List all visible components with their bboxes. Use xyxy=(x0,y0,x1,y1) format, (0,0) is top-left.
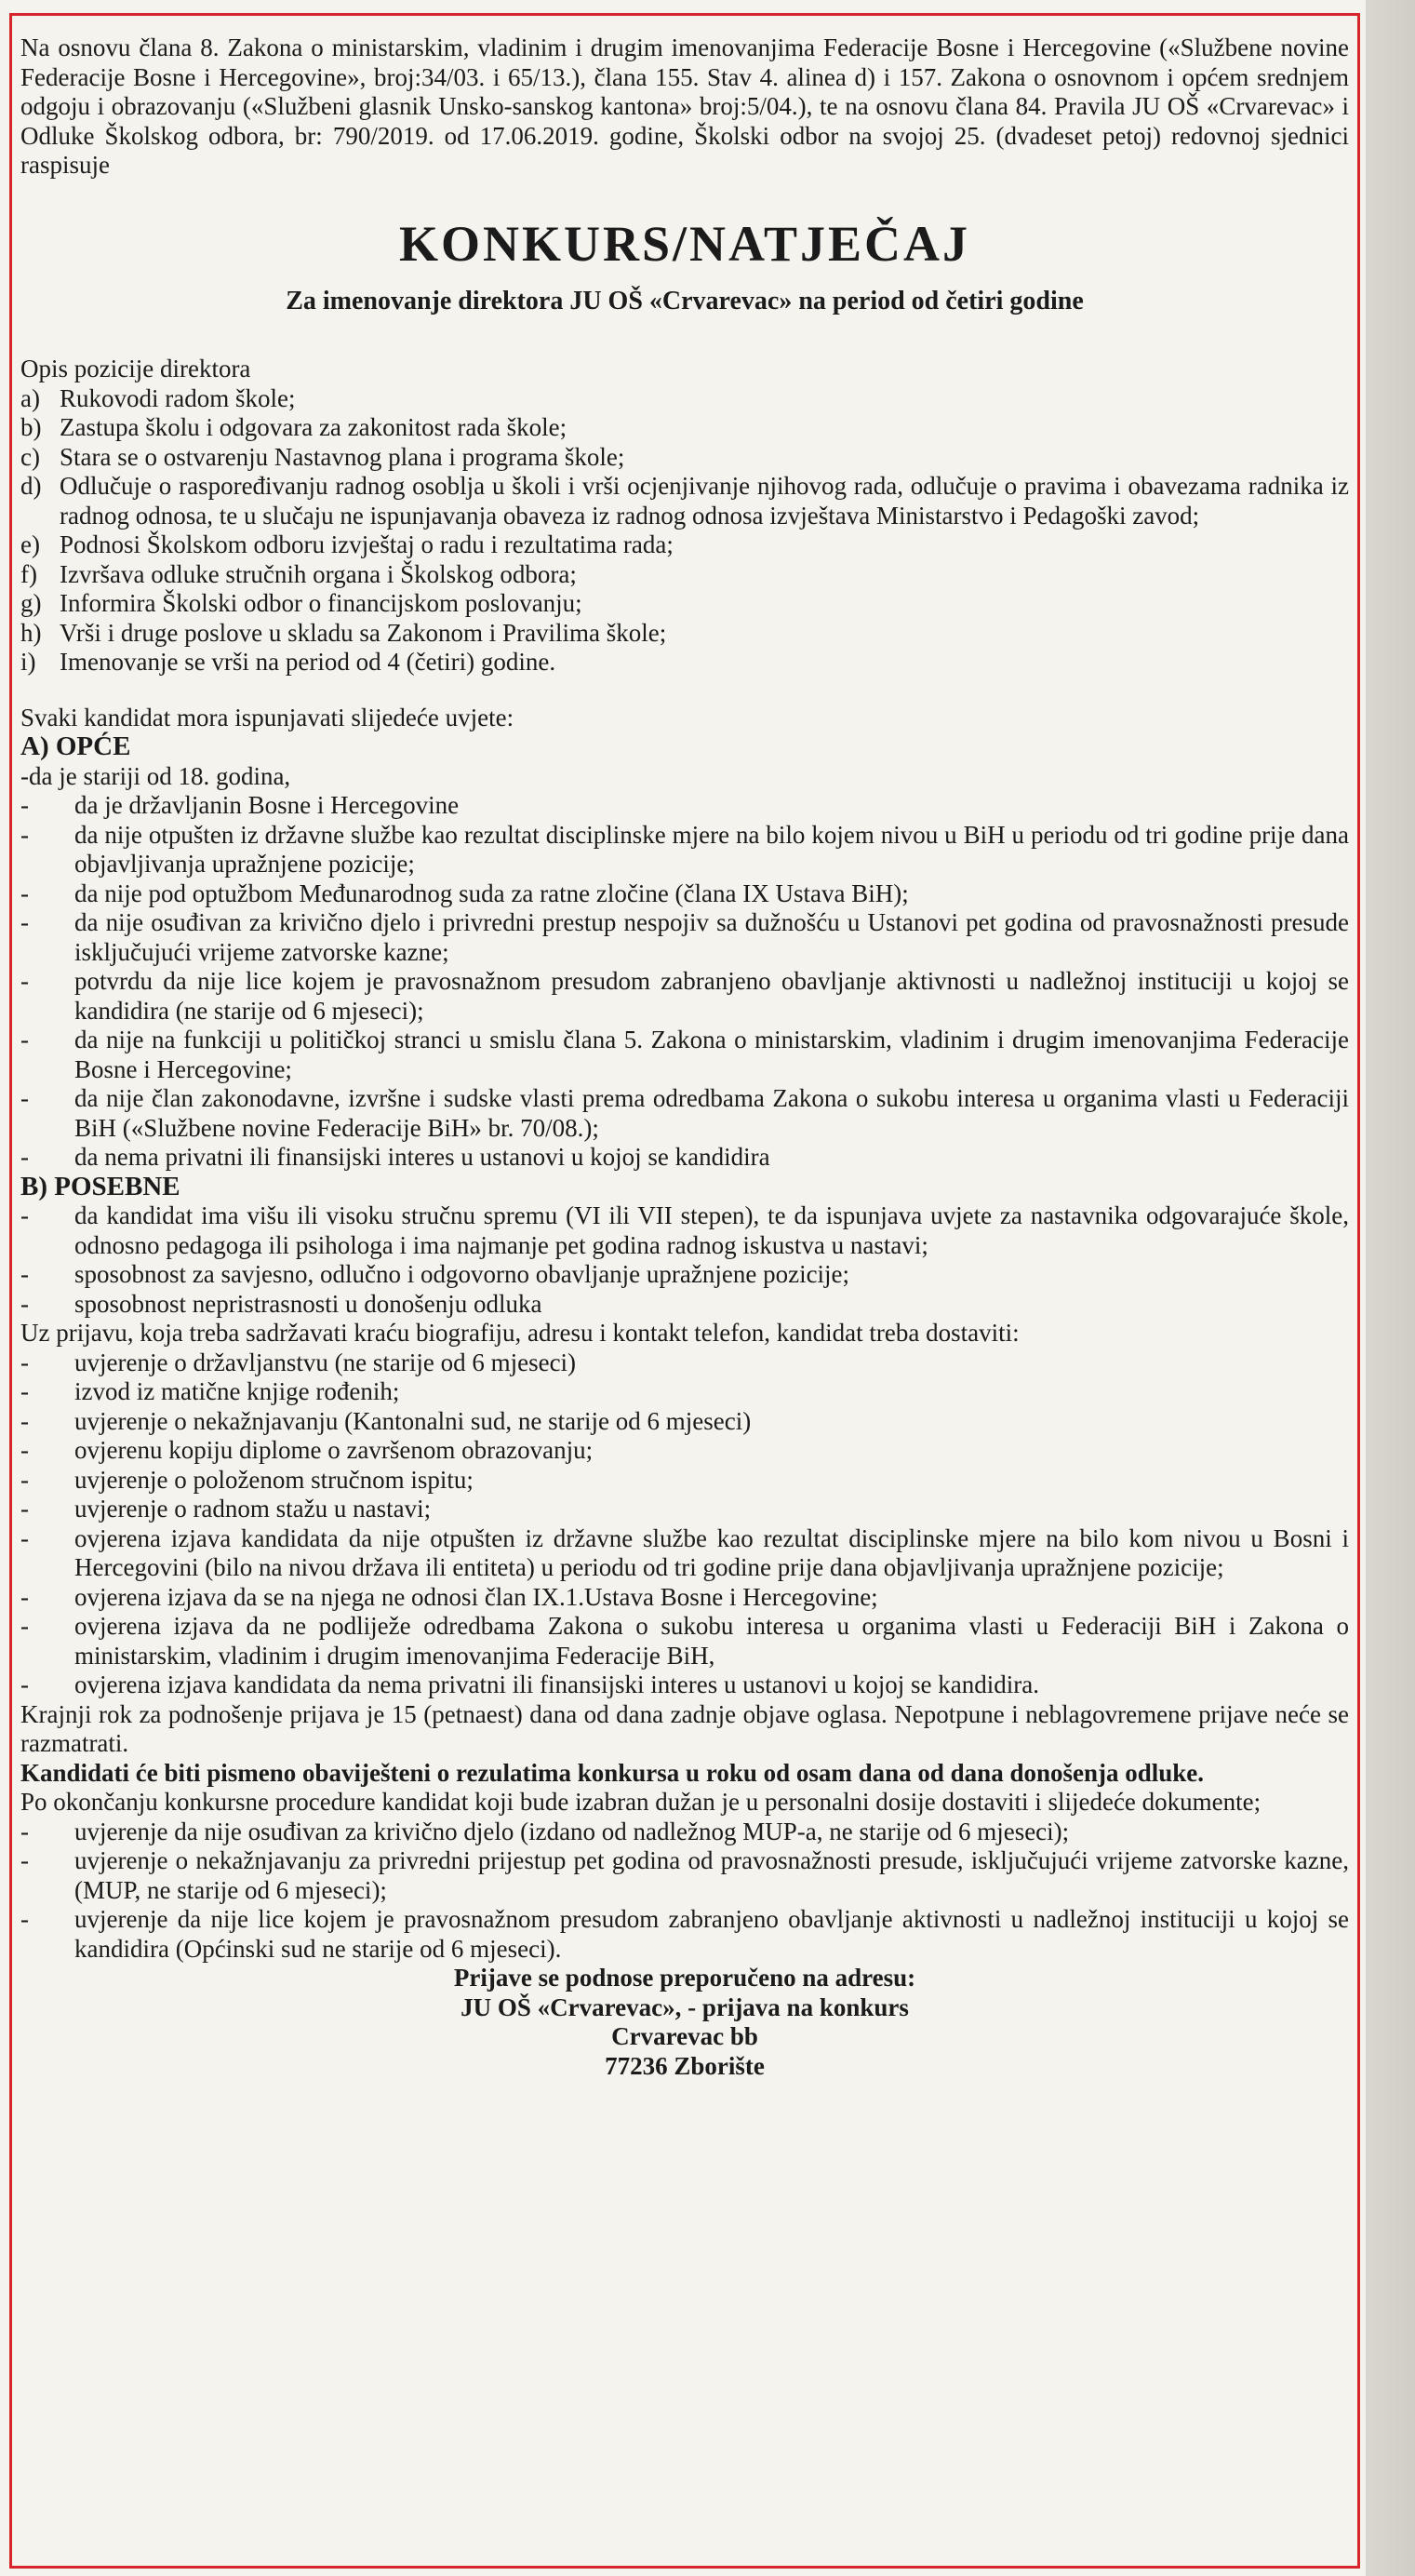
list-item-text: sposobnost nepristrasnosti u donošenju odluka xyxy=(74,1289,542,1318)
list-item-text: uvjerenje da nije lice kojem je pravosnažnom presudom zabranjeno obavljanje aktivnosti u nadležnoj instituciji u kojoj se kandidira (Općinski sud ne starije od 6 mjeseci). xyxy=(74,1905,1349,1963)
address-line-4: 77236 Zborište xyxy=(605,2051,765,2080)
after-document-item xyxy=(20,1818,1349,1847)
list-item-text: Rukovodi radom škole; xyxy=(60,383,296,412)
document-item xyxy=(20,1348,1349,1378)
list-marker: b) xyxy=(20,413,42,441)
list-item-text: potvrdu da nije lice kojem je pravosnažnom presudom zabranjeno obavljanje aktivnosti u nadležnoj instituciji u kojoj se kandidira (ne starije od 6 mjeseci); xyxy=(74,967,1349,1025)
general-condition-item xyxy=(20,908,1349,967)
document-item xyxy=(20,1377,1349,1407)
adjacent-page-edge xyxy=(1366,0,1415,2576)
list-item-text: ovjerena izjava da se na njega ne odnosi član IX.1.Ustava Bosne i Hercegovine; xyxy=(74,1582,878,1611)
special-condition-item xyxy=(20,1260,1349,1290)
duty-item xyxy=(20,589,1349,619)
document-item xyxy=(20,1583,1349,1613)
duties-label: Opis pozicije direktora xyxy=(20,355,251,382)
address-line-2: JU OŠ «Crvarevac», - prijava na konkurs xyxy=(461,1992,909,2021)
list-item-text: ovjerena izjava kandidata da nema privatni ili finansijski interes u ustanovi u kojoj se kandidira. xyxy=(74,1670,1039,1698)
list-item-text: da nije pod optužbom Međunarodnog suda za ratne zločine (člana IX Ustava BiH); xyxy=(74,879,909,907)
after-label: Po okončanju konkursne procedure kandidat koji bude izabran dužan je u personalni dosije dostaviti i slijedeće dokumente; xyxy=(20,1788,1261,1816)
list-item-text: Odlučuje o raspoređivanju radnog osoblja u školi i vrši ocjenjivanje njihovog rada, odlučuje o pravima i obavezama radnika iz radnog odnosa, te u slučaju ne ispunjavanja obaveza iz radnog odnosa izvještava Ministarstvo i Pedagoški zavod; xyxy=(60,472,1349,530)
list-marker: - xyxy=(20,967,29,995)
special-condition-item xyxy=(20,1201,1349,1260)
list-item-text: da kandidat ima višu ili visoku stručnu spremu (VI ili VII stepen), te da ispunjava uvjete za nastavnika odgovarajuće škole, odnosno pedagoga ili psihologa i ima najmanje pet godina radnog iskustva u nastavi; xyxy=(74,1201,1349,1259)
duty-item xyxy=(20,619,1349,649)
after-document-item xyxy=(20,1846,1349,1905)
list-marker: - xyxy=(20,791,29,819)
address-line-1: Prijave se podnose preporučeno na adresu: xyxy=(453,1964,916,1992)
list-marker: e) xyxy=(20,530,40,558)
list-item-text: da nije na funkciji u političkoj stranci u smislu člana 5. Zakona o ministarskim, vladinim i drugim imenovanjima Federacije Bosne i Hercegovine; xyxy=(74,1026,1349,1083)
general-condition-item xyxy=(20,879,1349,909)
list-marker: c) xyxy=(20,442,40,471)
general-first-item: -da je stariji od 18. godina, xyxy=(20,761,291,790)
general-condition-item xyxy=(20,821,1349,879)
list-item-text: uvjerenje o državljanstvu (ne starije od 6 mjeseci) xyxy=(74,1348,577,1376)
document-item xyxy=(20,1407,1349,1437)
documents-list xyxy=(20,1348,1349,1700)
list-item-text: uvjerenje o položenom stručnom ispitu; xyxy=(74,1465,474,1494)
notice-paragraph: Kandidati će biti pismeno obaviješteni o rezulatima konkursa u roku od osam dana od dana donošenja odluke. xyxy=(20,1758,1205,1787)
list-marker: - xyxy=(20,879,29,907)
list-marker: - xyxy=(20,1260,29,1288)
list-marker: - xyxy=(20,1026,29,1053)
list-marker: - xyxy=(20,1289,29,1318)
list-item-text: da nije član zakonodavne, izvršne i sudske vlasti prema odredbama Zakona o sukobu interesa u organima vlasti u Federaciji BiH («Službene novine Federacije BiH» br. 70/08.); xyxy=(74,1084,1349,1142)
general-condition-item xyxy=(20,791,1349,821)
list-item-text: da je državljanin Bosne i Hercegovine xyxy=(74,791,460,819)
list-item-text: ovjerenu kopiju diplome o završenom obrazovanju; xyxy=(74,1436,594,1464)
list-item-text: uvjerenje o nekažnjavanju (Kantonalni sud, ne starije od 6 mjeseci) xyxy=(74,1406,752,1435)
list-marker: - xyxy=(20,1143,29,1171)
list-marker: - xyxy=(20,908,29,936)
document-item xyxy=(20,1524,1349,1583)
after-documents-list xyxy=(20,1818,1349,1965)
document-item xyxy=(20,1612,1349,1670)
document-item xyxy=(20,1670,1349,1700)
list-item-text: sposobnost za savjesno, odlučno i odgovorno obavljanje upražnjene pozicije; xyxy=(74,1260,850,1288)
duty-item xyxy=(20,413,1349,443)
document-item xyxy=(20,1495,1349,1524)
list-marker: d) xyxy=(20,472,42,500)
list-item-text: da nije osuđivan za krivično djelo i privredni prestup nespojiv sa dužnošću u Ustanovi pet godina od pravosnažnosti presude isključujući vrijeme zatvorske kazne; xyxy=(74,908,1349,966)
conditions-label: Svaki kandidat mora ispunjavati slijedeće uvjete: xyxy=(20,703,514,731)
duty-item xyxy=(20,384,1349,414)
duties-list xyxy=(20,384,1349,678)
list-item-text: uvjerenje o nekažnjavanju za privredni prijestup pet godina od pravosnažnosti presude, isključujući vrijeme zatvorske kazne, (MUP, ne starije od 6 mjeseci); xyxy=(74,1846,1349,1904)
announcement-title: KONKURS/NATJEČAJ xyxy=(398,215,971,272)
list-marker: - xyxy=(20,1670,29,1698)
list-marker: a) xyxy=(20,383,40,412)
list-marker: - xyxy=(20,1084,29,1112)
intro-paragraph: Na osnovu člana 8. Zakona o ministarskim, vladinim i drugim imenovanjima Federacije Bosne i Hercegovine («Službene novine Federacije Bosne i Hercegovine», broj:34/03. i 65/13.), člana 155. Stav 4. alinea d) i 157. Zakona o osnovnom i općem srednjem odgoju i obrazovanju («Službeni glasnik Unsko-sanskog kantona» broj:5/04.), te na osnovu člana 84. Pravila JU OŠ «Crvarevac» i Odluke Školskog odbora, br: 790/2019. od 17.06.2019. godine, Školski odbor na svojoj 25. (dvadeset petoj) redovnoj sjednici raspisuje xyxy=(20,34,1349,179)
duty-item xyxy=(20,530,1349,560)
list-item-text: Informira Školski odbor o financijskom poslovanju; xyxy=(60,589,582,617)
deadline-paragraph: Krajnji rok za podnošenje prijava je 15 (petnaest) dana od dana zadnje objave oglasa. Nepotpune i neblagovremene prijave neće se razmatrati. xyxy=(20,1699,1349,1757)
duty-item xyxy=(20,560,1349,590)
special-heading: B) POSEBNE xyxy=(20,1171,180,1201)
general-condition-item xyxy=(20,967,1349,1026)
general-conditions-list xyxy=(20,791,1349,1173)
list-marker: - xyxy=(20,1201,29,1229)
list-item-text: Imenovanje se vrši na period od 4 (četiri) godine. xyxy=(60,648,556,676)
general-condition-item xyxy=(20,1084,1349,1143)
list-item-text: Stara se o ostvarenju Nastavnog plana i programa škole; xyxy=(60,442,625,471)
list-item-text: ovjerena izjava da ne podliježe odredbama Zakona o sukobu interesa u organima vlasti u Federaciji BiH i Zakona o ministarskim, vladinim i drugim imenovanjima Federacije BiH, xyxy=(74,1612,1349,1670)
list-item-text: uvjerenje da nije osuđivan za krivično djelo (izdano od nadležnog MUP-a, ne starije od 6 mjeseci); xyxy=(74,1817,1070,1845)
list-marker: h) xyxy=(20,618,42,647)
announcement-subtitle: Za imenovanje direktora JU OŠ «Crvarevac» na period od četiri godine xyxy=(286,286,1084,315)
special-conditions-list xyxy=(20,1201,1349,1319)
list-item-text: izvod iz matične knjige rođenih; xyxy=(74,1377,400,1405)
list-item-text: Zastupa školu i odgovara za zakonitost rada škole; xyxy=(60,413,567,441)
special-condition-item xyxy=(20,1290,1349,1320)
document-item xyxy=(20,1466,1349,1496)
documents-label: Uz prijavu, koja treba sadržavati kraću biografiju, adresu i kontakt telefon, kandidat treba dostaviti: xyxy=(20,1319,1020,1347)
address-line-3: Crvarevac bb xyxy=(611,2022,758,2050)
list-item-text: uvjerenje o radnom stažu u nastavi; xyxy=(74,1495,432,1523)
general-condition-item xyxy=(20,1143,1349,1173)
general-condition-item xyxy=(20,1026,1349,1084)
list-item-text: da nema privatni ili finansijski interes u ustanovi u kojoj se kandidira xyxy=(74,1143,770,1171)
list-item-text: Vrši i druge poslove u skladu sa Zakonom i Pravilima škole; xyxy=(60,618,667,647)
list-marker: - xyxy=(20,1377,29,1405)
list-item-text: da nije otpušten iz državne službe kao rezultat disciplinske mjere na bilo kojem nivou u BiH u periodu od tri godine prije dana objavljivanja upražnjene pozicije; xyxy=(74,820,1349,878)
document-item xyxy=(20,1436,1349,1466)
after-document-item xyxy=(20,1905,1349,1964)
list-marker: - xyxy=(20,820,29,849)
list-marker: i) xyxy=(20,648,36,676)
list-marker: f) xyxy=(20,559,37,588)
list-item-text: Podnosi Školskom odboru izvještaj o radu i rezultatima rada; xyxy=(60,530,674,558)
list-marker: - xyxy=(20,1817,29,1845)
duty-item xyxy=(20,443,1349,473)
duty-item xyxy=(20,648,1349,678)
list-item-text: ovjerena izjava kandidata da nije otpušten iz državne službe kao rezultat disciplinske mjere na bilo kom nivou u Bosni i Hercegovini (bilo na nivou država ili entiteta) u periodu od tri godine prije dana objavljivanja upražnjene pozicije; xyxy=(74,1523,1349,1581)
announcement-content xyxy=(20,34,1349,2081)
list-marker: - xyxy=(20,1582,29,1611)
general-heading: A) OPĆE xyxy=(20,731,131,761)
list-marker: - xyxy=(20,1905,29,1933)
list-marker: - xyxy=(20,1436,29,1464)
duty-item xyxy=(20,472,1349,530)
list-marker: - xyxy=(20,1465,29,1494)
list-marker: - xyxy=(20,1348,29,1376)
list-marker: - xyxy=(20,1612,29,1640)
list-marker: - xyxy=(20,1846,29,1874)
list-marker: g) xyxy=(20,589,42,617)
list-marker: - xyxy=(20,1495,29,1523)
list-item-text: Izvršava odluke stručnih organa i Školskog odbora; xyxy=(60,559,577,588)
list-marker: - xyxy=(20,1523,29,1552)
list-marker: - xyxy=(20,1406,29,1435)
